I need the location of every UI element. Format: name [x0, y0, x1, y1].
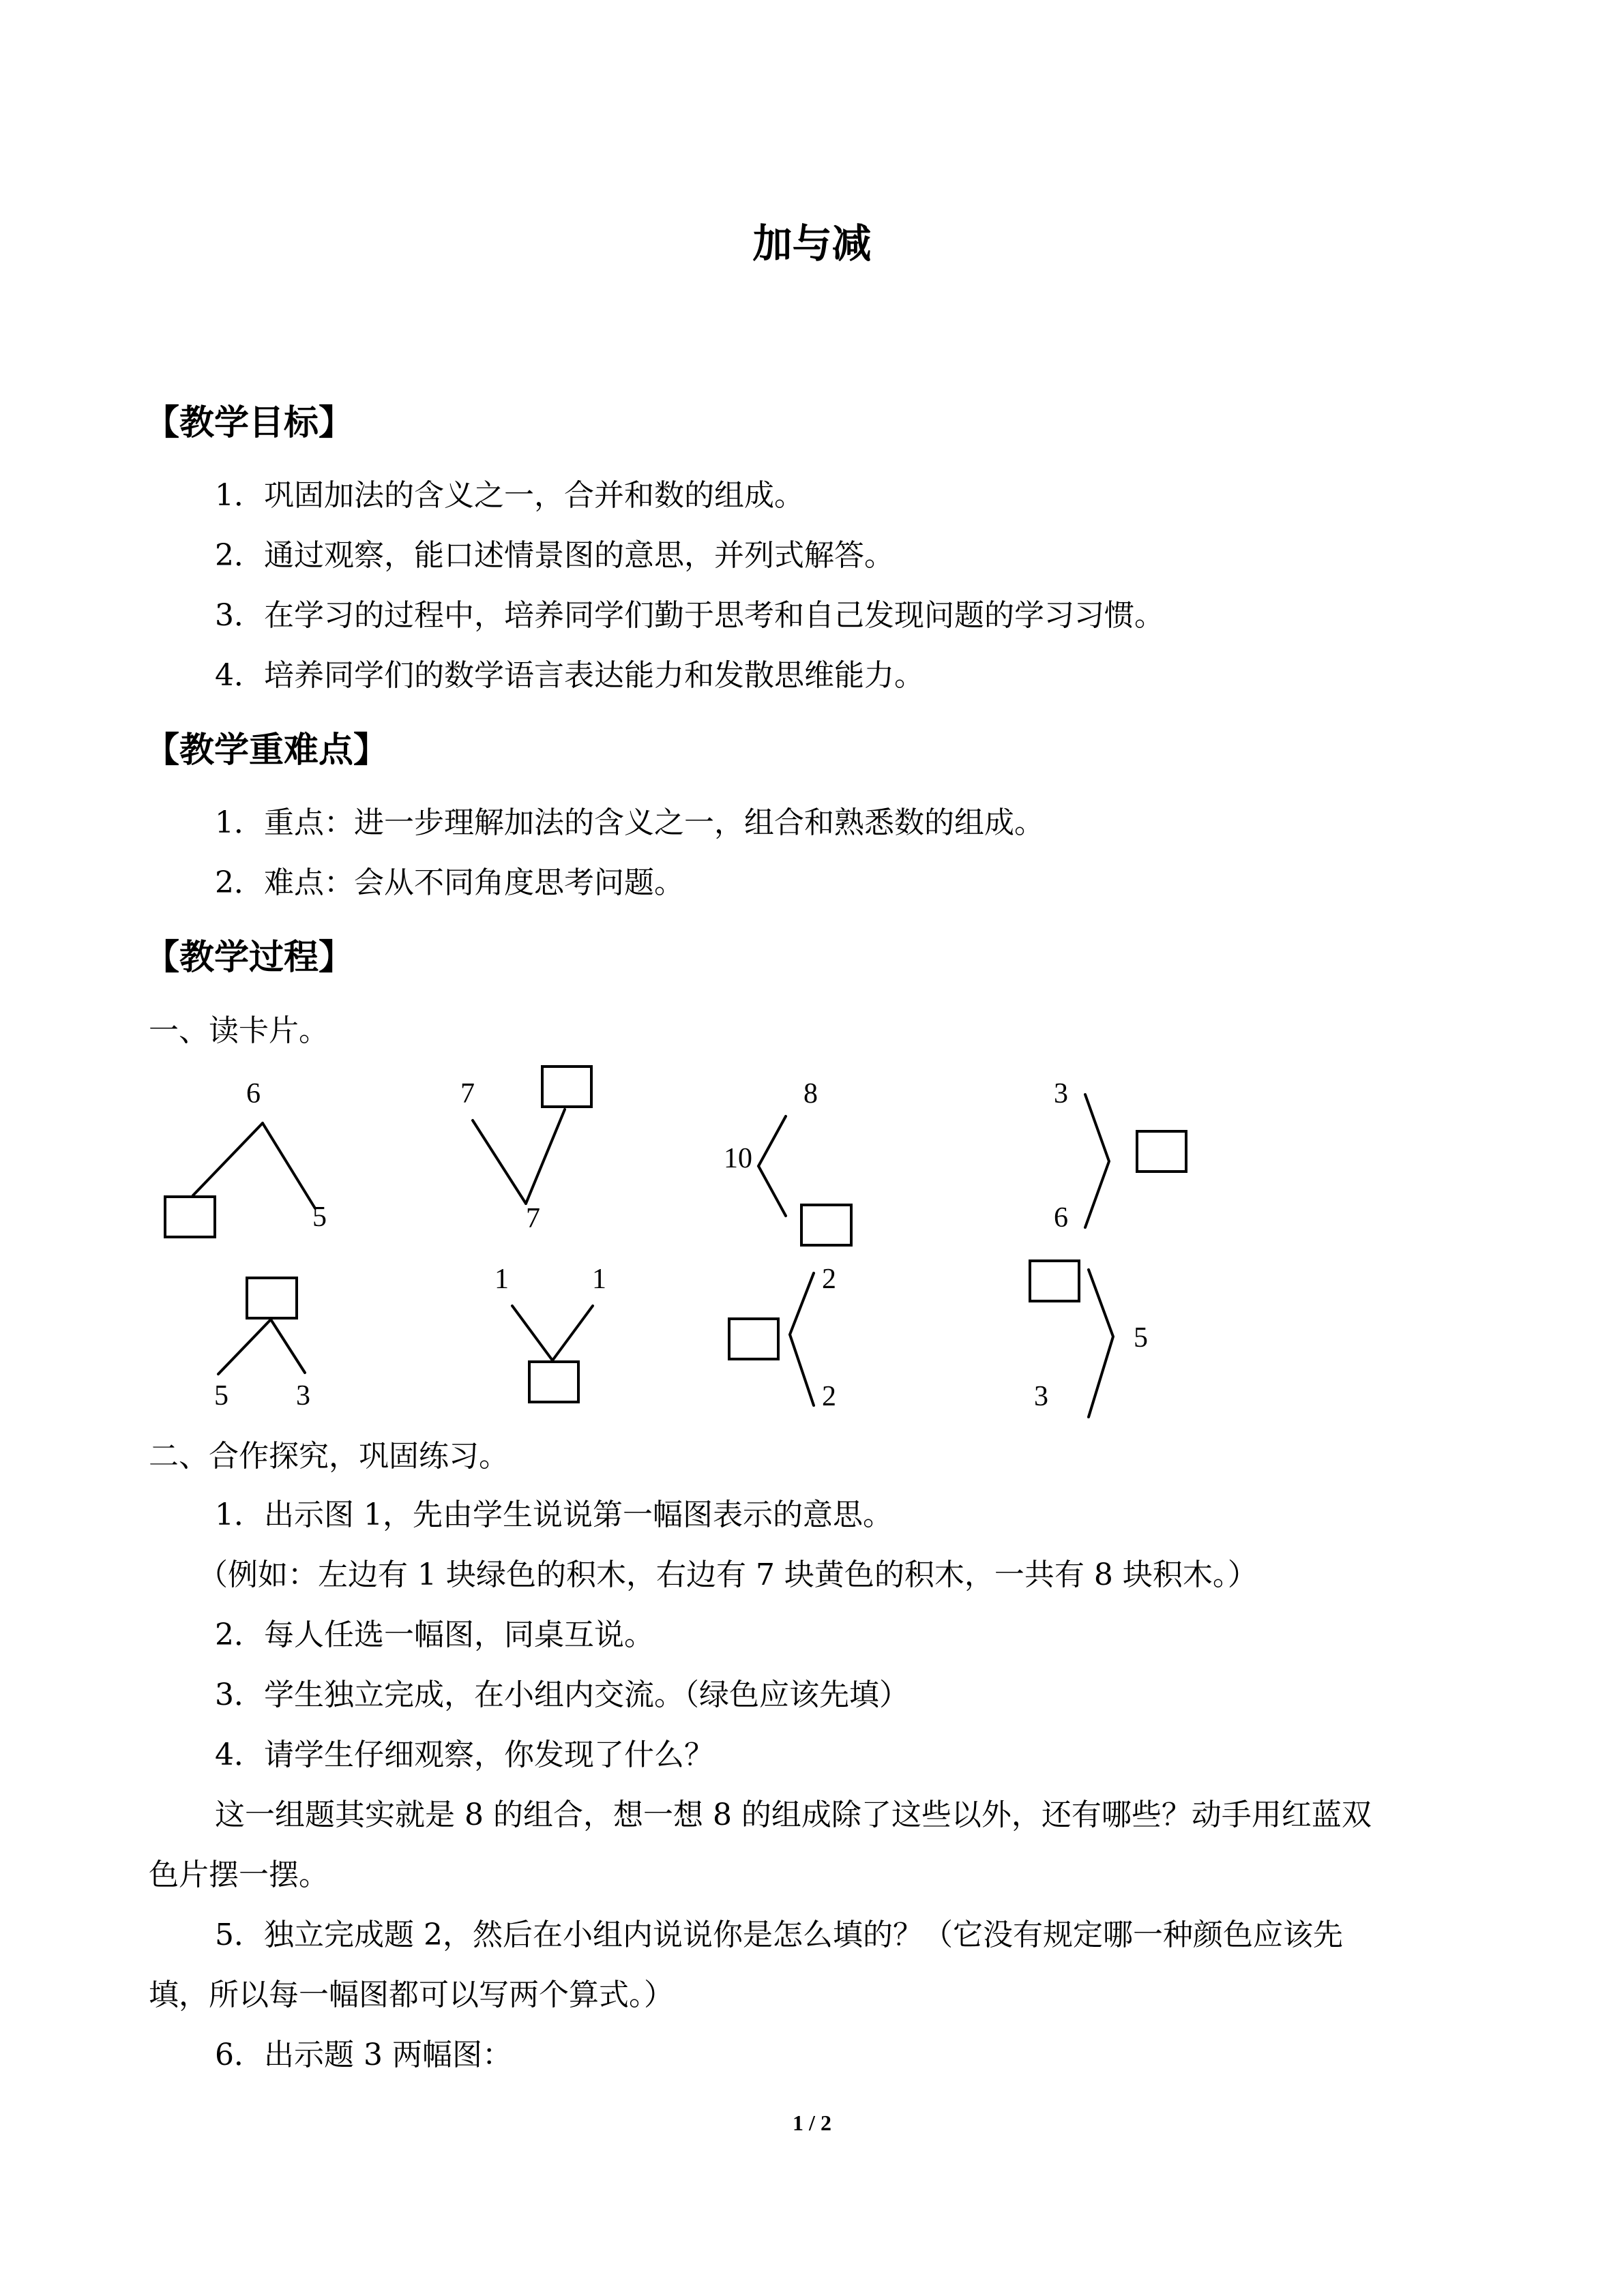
card2-line-left [473, 1120, 526, 1204]
card8-answer-box[interactable] [1029, 1259, 1080, 1302]
card7-bottom-number: 2 [822, 1381, 836, 1412]
card3-answer-box[interactable] [800, 1204, 853, 1247]
card1-right-number: 5 [312, 1202, 327, 1233]
goal-item: 3．在学习的过程中，培养同学们勤于思考和自己发现问题的学习习惯。 [215, 598, 1164, 633]
goals-heading: 【教学目标】 [145, 403, 354, 443]
page-number: 1 / 2 [793, 2111, 831, 2135]
card4-bracket [1085, 1094, 1109, 1227]
card2-left-number: 7 [460, 1078, 475, 1109]
process-item: 1．出示图 1，先由学生说说第一幅图表示的意思。 [215, 1497, 893, 1532]
card5-left-number: 5 [214, 1380, 228, 1412]
process-item: 填，所以每一幅图都可以写两个算式。） [149, 1978, 674, 2012]
card5-line-right [271, 1320, 305, 1373]
card1-top-number: 6 [246, 1078, 261, 1109]
card5-right-number: 3 [296, 1380, 310, 1412]
process-item: 色片摆一摆。 [149, 1858, 329, 1892]
card2-answer-box[interactable] [541, 1065, 593, 1108]
card6-answer-box[interactable] [528, 1360, 580, 1403]
process-item: 2．每人任选一幅图，同桌互说。 [215, 1617, 654, 1652]
card3-left-number: 10 [724, 1143, 752, 1174]
card2-line-right [526, 1109, 565, 1204]
card1-line-right [263, 1123, 315, 1208]
card6-right-number: 1 [592, 1264, 606, 1295]
process-item: 4．请学生仔细观察，你发现了什么？ [215, 1738, 714, 1772]
card1-answer-box[interactable] [164, 1195, 216, 1238]
goal-item: 1．巩固加法的含义之一，合并和数的组成。 [215, 478, 804, 513]
card5-answer-box[interactable] [246, 1277, 298, 1320]
key-point-item: 2．难点：会从不同角度思考问题。 [215, 865, 684, 900]
card7-bracket [790, 1273, 814, 1405]
key-points-heading: 【教学重难点】 [145, 730, 389, 771]
card2-bottom-number: 7 [526, 1203, 540, 1234]
card4-top-number: 3 [1054, 1078, 1068, 1109]
card6-line-left [512, 1306, 552, 1360]
part1-title: 一、读卡片。 [149, 1013, 329, 1048]
process-item: 6．出示题 3 两幅图： [215, 2038, 512, 2072]
process-item: 5．独立完成题 2，然后在小组内说说你是怎么填的？（它没有规定哪一种颜色应该先 [215, 1918, 1343, 1952]
card3-bracket [758, 1116, 786, 1216]
card4-bottom-number: 6 [1054, 1202, 1068, 1234]
card6-line-right [552, 1306, 593, 1360]
card7-answer-box[interactable] [728, 1317, 780, 1360]
page-title: 加与减 [752, 220, 872, 267]
process-heading: 【教学过程】 [145, 938, 354, 978]
card8-right-number: 5 [1134, 1322, 1148, 1354]
key-point-item: 1．重点：进一步理解加法的含义之一，组合和熟悉数的组成。 [215, 805, 1044, 840]
card6-left-number: 1 [494, 1264, 509, 1295]
card8-bracket [1089, 1270, 1113, 1417]
part2-title: 二、合作探究，巩固练习。 [149, 1439, 509, 1474]
card8-bottom-number: 3 [1034, 1381, 1048, 1412]
card5-line-left [218, 1320, 271, 1374]
card4-answer-box[interactable] [1136, 1130, 1187, 1173]
card7-top-number: 2 [822, 1264, 836, 1295]
process-item: 这一组题其实就是 8 的组合，想一想 8 的组成除了这些以外，还有哪些？动手用红蓝双 [215, 1798, 1372, 1832]
card1-line-left [193, 1123, 263, 1195]
goal-item: 2．通过观察，能口述情景图的意思，并列式解答。 [215, 538, 894, 573]
process-item: 3．学生独立完成，在小组内交流。（绿色应该先填） [215, 1678, 909, 1712]
process-item: （例如：左边有 1 块绿色的积木，右边有 7 块黄色的积木，一共有 8 块积木。） [198, 1557, 1258, 1592]
goal-item: 4．培养同学们的数学语言表达能力和发散思维能力。 [215, 658, 924, 693]
card3-top-number: 8 [803, 1078, 818, 1109]
